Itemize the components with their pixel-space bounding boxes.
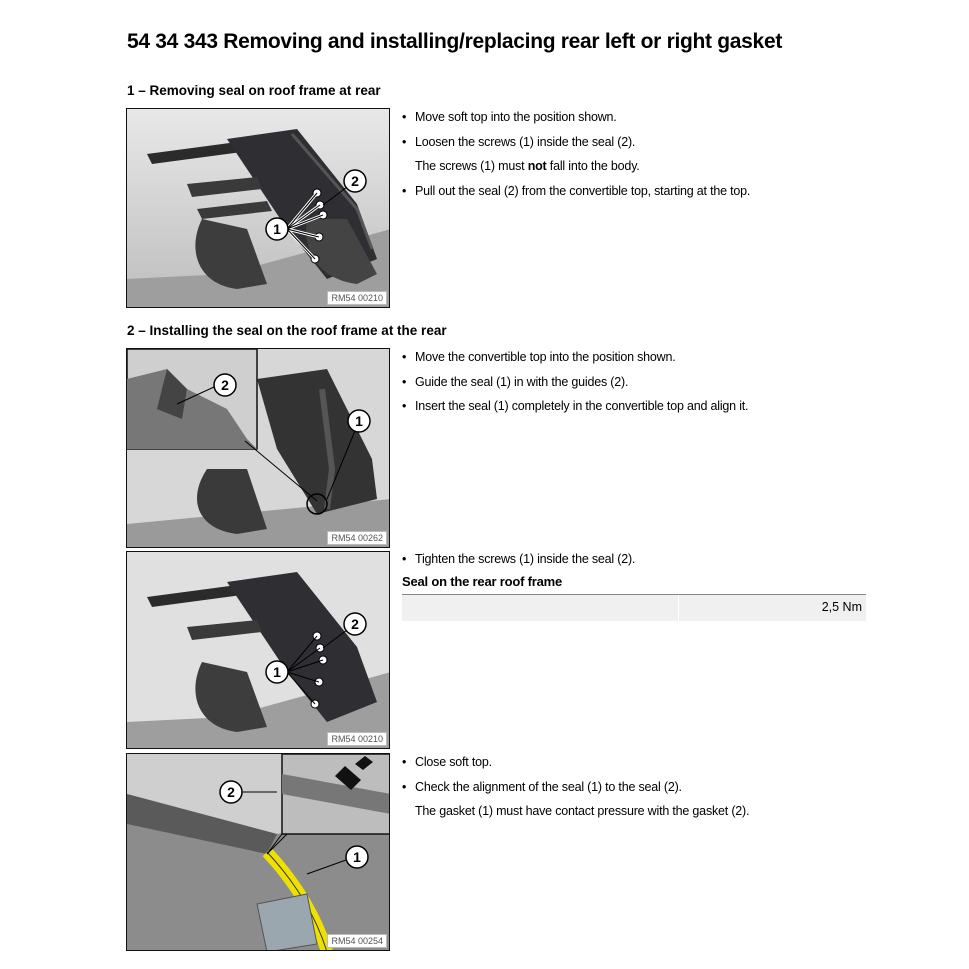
callout-2: 2 <box>227 784 235 800</box>
figure-tighten-screws <box>126 551 390 749</box>
figure-installing-seal <box>126 348 390 548</box>
step-item: • Loosen the screws (1) inside the seal (2). <box>400 134 750 159</box>
callout-1: 1 <box>353 849 361 865</box>
section-heading-installing: 2 – Installing the seal on the roof frame at the rear <box>127 323 447 338</box>
step-item: • Pull out the seal (2) from the convertible top, starting at the top. <box>400 183 750 208</box>
figure-code: RM54 00254 <box>327 934 387 948</box>
step-item: • Move the convertible top into the position shown. <box>400 349 748 374</box>
torque-label <box>402 595 679 621</box>
callout-2: 2 <box>221 377 229 393</box>
figure-code: RM54 00210 <box>327 291 387 305</box>
illustration-gasket-alignment <box>127 754 390 951</box>
step-note: The gasket (1) must have contact pressure with the gasket (2). <box>415 804 750 818</box>
torque-table <box>402 594 866 621</box>
figure-code: RM54 00262 <box>327 531 387 545</box>
figure-code: RM54 00210 <box>327 732 387 746</box>
step-item: • Guide the seal (1) in with the guides (2). <box>400 374 748 399</box>
illustration-soft-top-screws <box>127 109 390 308</box>
steps-removing <box>400 109 750 207</box>
step-item: • Move soft top into the position shown. <box>400 109 750 134</box>
step-note: The screws (1) must not fall into the body. <box>415 159 640 173</box>
torque-value: 2,5 Nm <box>821 600 862 614</box>
step-item: • Check the alignment of the seal (1) to the seal (2). <box>400 779 749 804</box>
callout-1: 1 <box>273 664 281 680</box>
callout-2: 2 <box>351 173 359 189</box>
steps-tighten <box>400 551 635 576</box>
steps-installing <box>400 349 748 423</box>
step-item: • Close soft top. <box>400 754 749 779</box>
callout-1: 1 <box>355 413 363 429</box>
section-heading-removing: 1 – Removing seal on roof frame at rear <box>127 83 381 98</box>
step-item: • Insert the seal (1) completely in the convertible top and align it. <box>400 398 748 423</box>
callout-1: 1 <box>273 221 281 237</box>
callout-2: 2 <box>351 616 359 632</box>
illustration-soft-top-screws <box>127 552 390 749</box>
page-title: 54 34 343 Removing and installing/replacing rear left or right gasket <box>127 30 783 53</box>
figure-removing-seal <box>126 108 390 308</box>
step-item: • Tighten the screws (1) inside the seal (2). <box>400 551 635 576</box>
steps-check <box>400 754 749 828</box>
figure-check-alignment <box>126 753 390 951</box>
illustration-seal-guides <box>127 349 390 548</box>
torque-title: Seal on the rear roof frame <box>402 574 563 589</box>
